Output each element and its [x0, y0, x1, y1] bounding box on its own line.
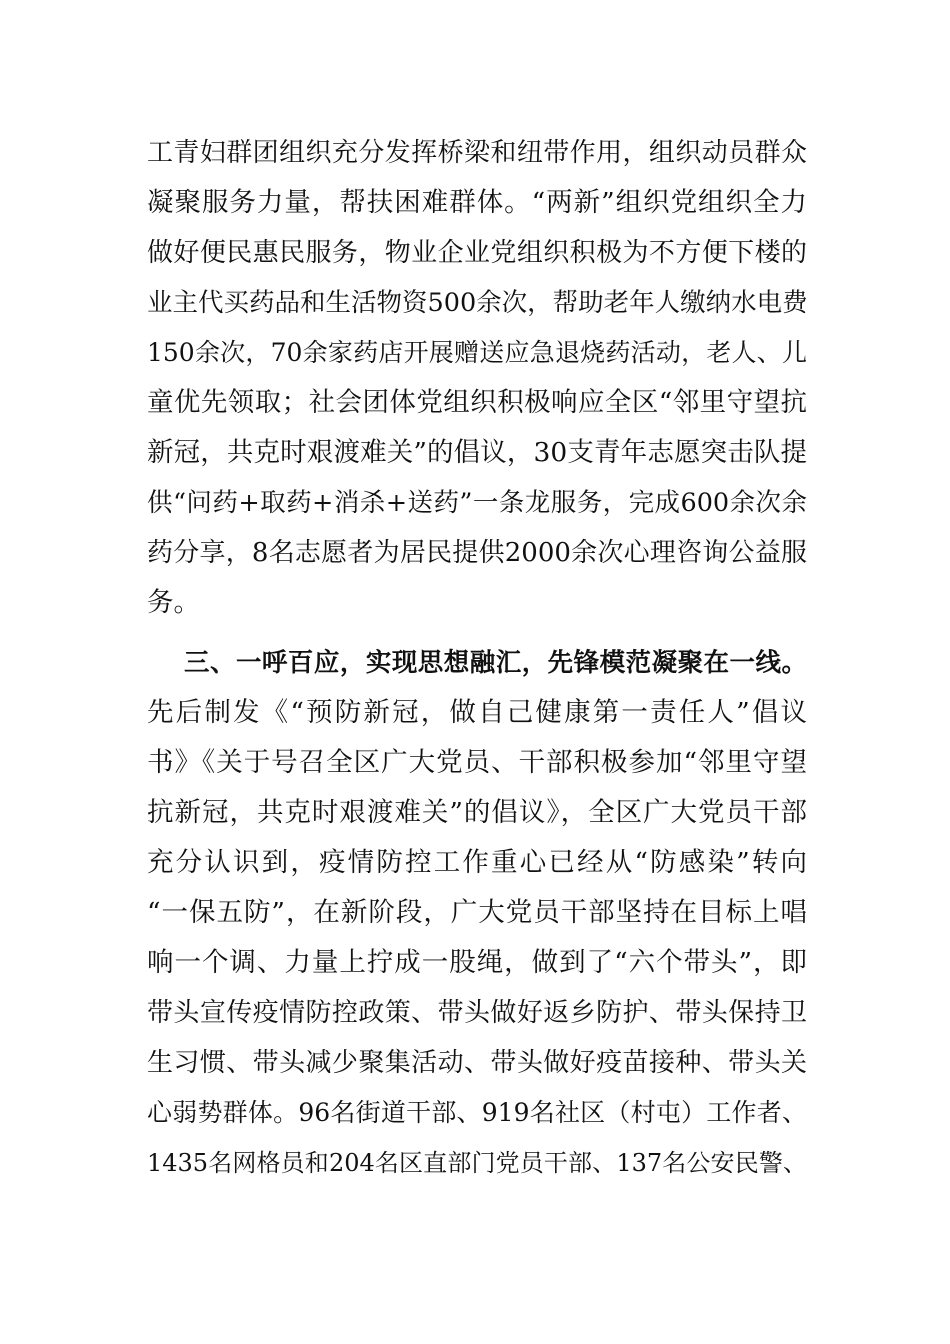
p1-line-10: 务。	[147, 587, 200, 618]
p2-line-10: 1435名网格员和204名区直部门党员干部、137名公安民警、	[147, 1149, 807, 1177]
p1-line-9: 药分享，8名志愿者为居民提供2000余次心理咨询公益服	[147, 538, 807, 568]
p2-line-7: 带头宣传疫情防控政策、带头做好返乡防护、带头保持卫	[147, 998, 807, 1028]
p1-line-4: 业主代买药品和生活物资500余次，帮助老年人缴纳水电费	[147, 288, 808, 318]
p1-line-6: 童优先领取；社会团体党组织积极响应全区“邻里守望抗	[147, 387, 807, 418]
p2-line-9: 心弱势群体。96名街道干部、919名社区（村屯）工作者、	[147, 1098, 807, 1127]
p2-line-8: 生习惯、带头减少聚集活动、带头做好疫苗接种、带头关	[147, 1048, 807, 1078]
p1-line-1: 工青妇群团组织充分发挥桥梁和纽带作用，组织动员群众	[147, 138, 807, 168]
p2-line-5: “一保五防”，在新阶段，广大党员干部坚持在目标上唱	[147, 897, 807, 928]
p1-line-8: 供“问药+取药+消杀+送药”一条龙服务，完成600余次余	[147, 488, 807, 518]
section-heading: 三、一呼百应，实现思想融汇，先锋模范凝聚在一线。	[184, 648, 807, 678]
p1-line-5: 150余次，70余家药店开展赠送应急退烧药活动，老人、儿	[147, 338, 807, 367]
p1-line-3: 做好便民惠民服务，物业企业党组织积极为不方便下楼的	[147, 238, 807, 268]
p2-line-2: 书》《关于号召全区广大党员、干部积极参加“邻里守望	[147, 747, 807, 778]
p2-line-6: 响一个调、力量上拧成一股绳，做到了“六个带头”，即	[147, 947, 807, 978]
p2-line-1: 先后制发《“预防新冠，做自己健康第一责任人”倡议	[147, 697, 807, 728]
p2-line-4: 充分认识到，疫情防控工作重心已经从“防感染”转向	[147, 847, 807, 878]
p1-line-7: 新冠，共克时艰渡难关”的倡议，30支青年志愿突击队提	[147, 437, 807, 468]
p1-line-2: 凝聚服务力量，帮扶困难群体。“两新”组织党组织全力	[147, 187, 807, 218]
p2-line-3: 抗新冠，共克时艰渡难关”的倡议》，全区广大党员干部	[147, 797, 807, 828]
